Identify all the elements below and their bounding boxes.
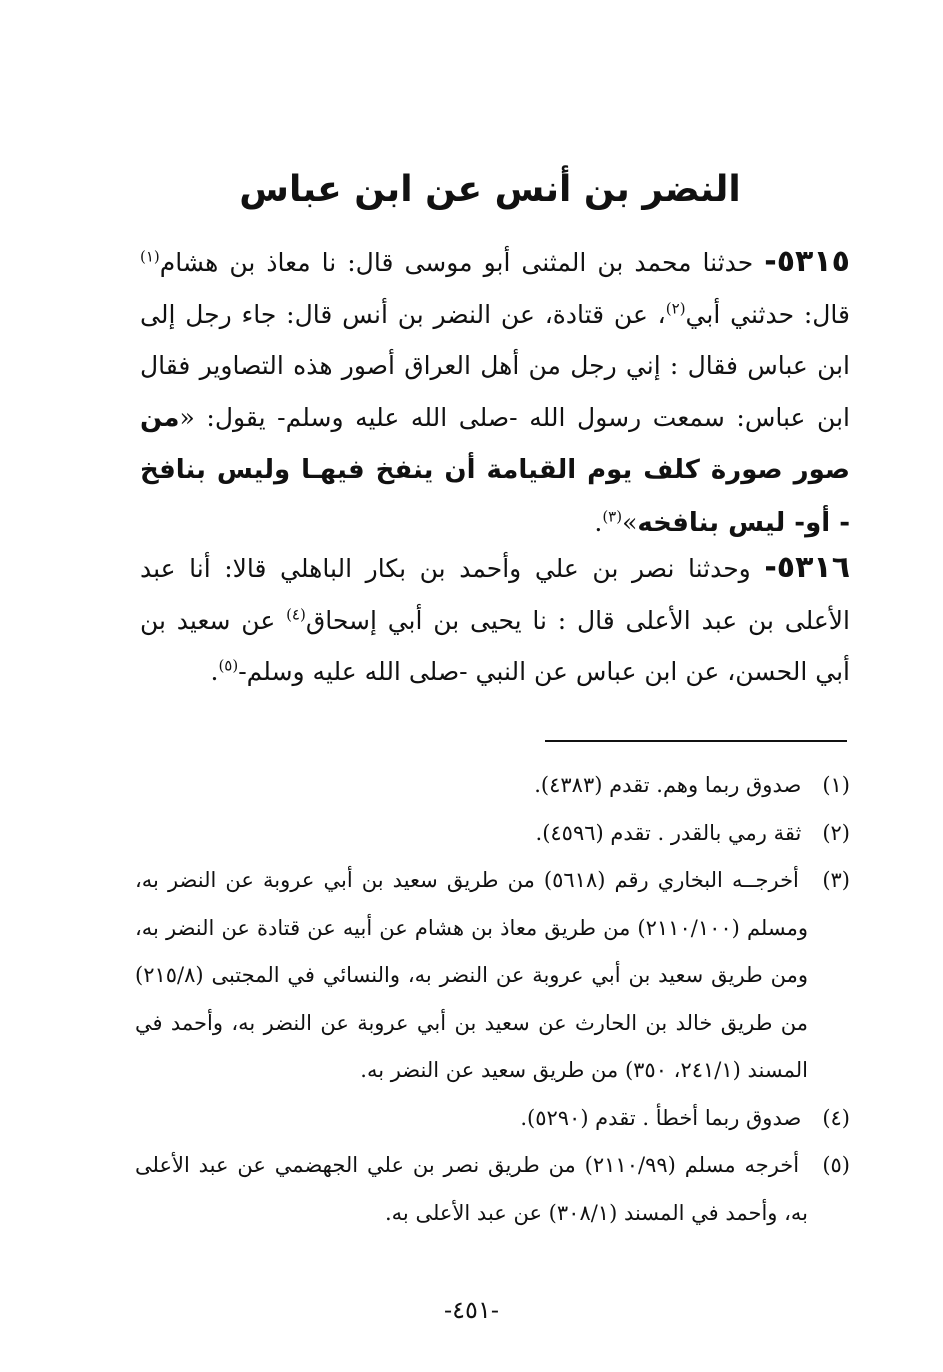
footnote-marker: (٣) [822,868,850,892]
prophetic-text: من صور صورة كلف يوم القيامة أن ينفخ فيهـا وليس بنافخ - أو- ليس بنافخه [140,402,850,538]
hadith-dash: - [764,550,777,585]
hadith-text: ، عن قتادة، عن النضر بن أنس قال: جاء رجل إلى ابن عباس فقال : إني رجل من أهل العراق أصور هذه التصاوير فقال ابن عباس: سمعت رسول الله -صلى الله عليه وسلم- يقول: « [140,299,850,432]
hadith-text: وحدثنا نصر بن علي وأحمد بن بكار الباهلي قالا: أنا عبد الأعلى بن عبد الأعلى قال : نا يحيى بن أبي إسحاق [140,554,851,635]
footnote-text: أخرجــه البخاري رقم (٥٦١٨) من طريق سعيد بن أبي عروبة عن النضر به، ومسلم (٢١١٠/١٠٠) من طريق معاذ بن هشام عن أبيه عن قتادة عن النضر به، ومن طريق سعيد بن أبي عروبة عن النضر به، والنسائي في المجتبى (٢١٥/٨) من طريق خالد بن الحارث عن سعيد بن أبي عروبة عن النضر به، وأحمد في المسند (٢٤١/١، ٣٥٠) من طريق سعيد عن النضر به. [135,868,808,1082]
footnote-marker: (٥) [822,1153,850,1177]
footnote-ref: (٤) [286,605,306,624]
hadith-dash: - [764,244,777,279]
footnote-item [135,1095,850,1143]
footnote-text: أخرجه مسلم (٢١١٠/٩٩) من طريق نصر بن علي الجهضمي عن عبد الأعلى به، وأحمد في المسند (٣٠٨/١) عن عبد الأعلى به. [135,1153,808,1225]
hadith-text: عن سعيد بن أبي الحسن، عن ابن عباس عن النبي -صلى الله عليه وسلم- [140,605,850,686]
footnote-text: ثقة رمي بالقدر . تقدم (٤٥٩٦). [535,820,802,845]
footnote-marker: (٢) [822,820,850,845]
hadith-number: ٥٣١٦ [776,550,851,585]
footnote-ref: (٣) [602,507,623,526]
chapter-heading: النضر بن أنس عن ابن عباس [239,169,741,210]
footnotes [135,762,850,1237]
hadith-text: حدثنا محمد بن المثنى أبو موسى قال: نا معاذ بن هشام [159,248,765,277]
footnote-item [135,762,850,810]
footnote-text: صدوق ربما وهم. تقدم (٤٣٨٣). [534,773,802,797]
footnote-item [135,810,850,858]
hadith-5315 [140,236,850,549]
hadith-end: . [594,507,603,537]
footnote-ref: (٢) [665,299,686,318]
footnote-text: صدوق ربما أخطأ . تقدم (٥٢٩٠). [520,1105,802,1130]
footnote-item [135,1142,850,1237]
footnote-separator [545,740,847,742]
hadith-text: قال: حدثني أبي [685,299,850,329]
hadith-end: . [210,657,219,686]
quote-close: » [622,507,638,537]
footnote-marker: (١) [822,773,850,797]
footnote-item [135,857,850,1095]
page-number: -٤٥١- [444,1296,499,1324]
footnote-marker: (٤) [822,1105,850,1130]
footnote-ref: (٥) [218,656,239,675]
hadith-number: ٥٣١٥ [776,244,850,279]
hadith-5316 [140,542,850,698]
footnote-ref: (١) [140,247,160,266]
